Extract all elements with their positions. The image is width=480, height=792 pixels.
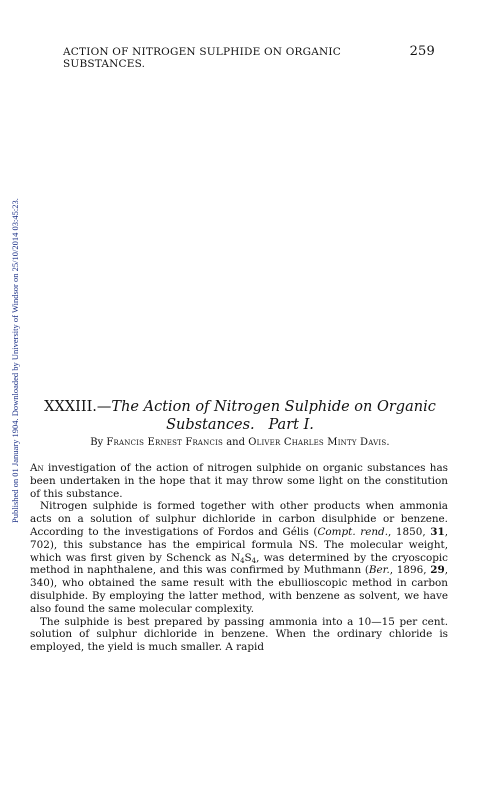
paragraph-2 xyxy=(30,500,448,615)
paragraph-2-text-b: , 1850, xyxy=(388,525,431,538)
reference-compt-rend: Compt. rend. xyxy=(317,525,388,538)
page-number: 259 xyxy=(409,44,435,59)
byline-and: and xyxy=(226,437,246,448)
subscript-4b: 4 xyxy=(251,556,257,565)
title-line-2: Substances. xyxy=(166,417,255,433)
byline-by: By xyxy=(90,437,104,448)
paragraph-2-text-d: S xyxy=(244,551,252,564)
volume-31: 31 xyxy=(430,525,445,538)
title-line-1: The Action of Nitrogen Sulphide on Organic xyxy=(111,399,436,415)
title-part: Part I. xyxy=(268,417,314,433)
title-dash: — xyxy=(96,399,112,415)
paragraph-2-text-c: , 702), this substance has the empirical formula NS. The molecular weight, which was first given by Schenck as N xyxy=(30,525,448,564)
paragraph-2-text-f: , 1896, xyxy=(389,564,431,577)
author-2: Oliver Charles Minty Davis. xyxy=(248,437,390,448)
paragraph-3: The sulphide is best prepared by passing ammonia into a 10—15 per cent. solution of sulphur dichloride in benzene. When the ordinary chloride is employed, the yield is much smaller. A rapid xyxy=(30,615,448,654)
article-number: XXXIII. xyxy=(44,399,97,415)
subscript-4a: 4 xyxy=(240,556,245,565)
reference-ber: Ber. xyxy=(368,564,390,577)
opening-word: An xyxy=(30,462,44,474)
paragraph-2-text-a: Nitrogen sulphide is formed together with other products when ammonia acts on a solution of sulphur dichloride in carbon disulphide or benzene. According to the investigations of Fordos and Gélis ( xyxy=(30,500,448,538)
paragraph-2-text-g: , 340), who obtained the same result with the ebullioscopic method in carbon disulphide. By employing the latter method, with benzene as solvent, we have also found the same molecular complexity. xyxy=(30,564,448,615)
paragraph-2-text-e: , was determined by the cryoscopic method in naphthalene, and this was confirmed by Muthmann ( xyxy=(30,551,448,577)
running-head-title: ACTION OF NITROGEN SULPHIDE ON ORGANIC SUBSTANCES. xyxy=(63,46,341,70)
volume-29: 29 xyxy=(430,564,445,577)
article-body xyxy=(30,462,448,654)
download-watermark: Published on 01 January 1904. Downloaded by University of Windsor on 25/10/2014 03:45:23. xyxy=(10,198,20,523)
paragraph-1-text: investigation of the action of nitrogen sulphide on organic substances has been undertaken in the hope that it may throw some light on the constitution of this substance. xyxy=(30,462,448,500)
author-1: Francis Ernest Francis xyxy=(106,437,224,448)
paragraph-1 xyxy=(30,462,448,500)
article-title xyxy=(40,398,440,434)
running-head xyxy=(63,44,435,70)
byline xyxy=(30,437,450,448)
